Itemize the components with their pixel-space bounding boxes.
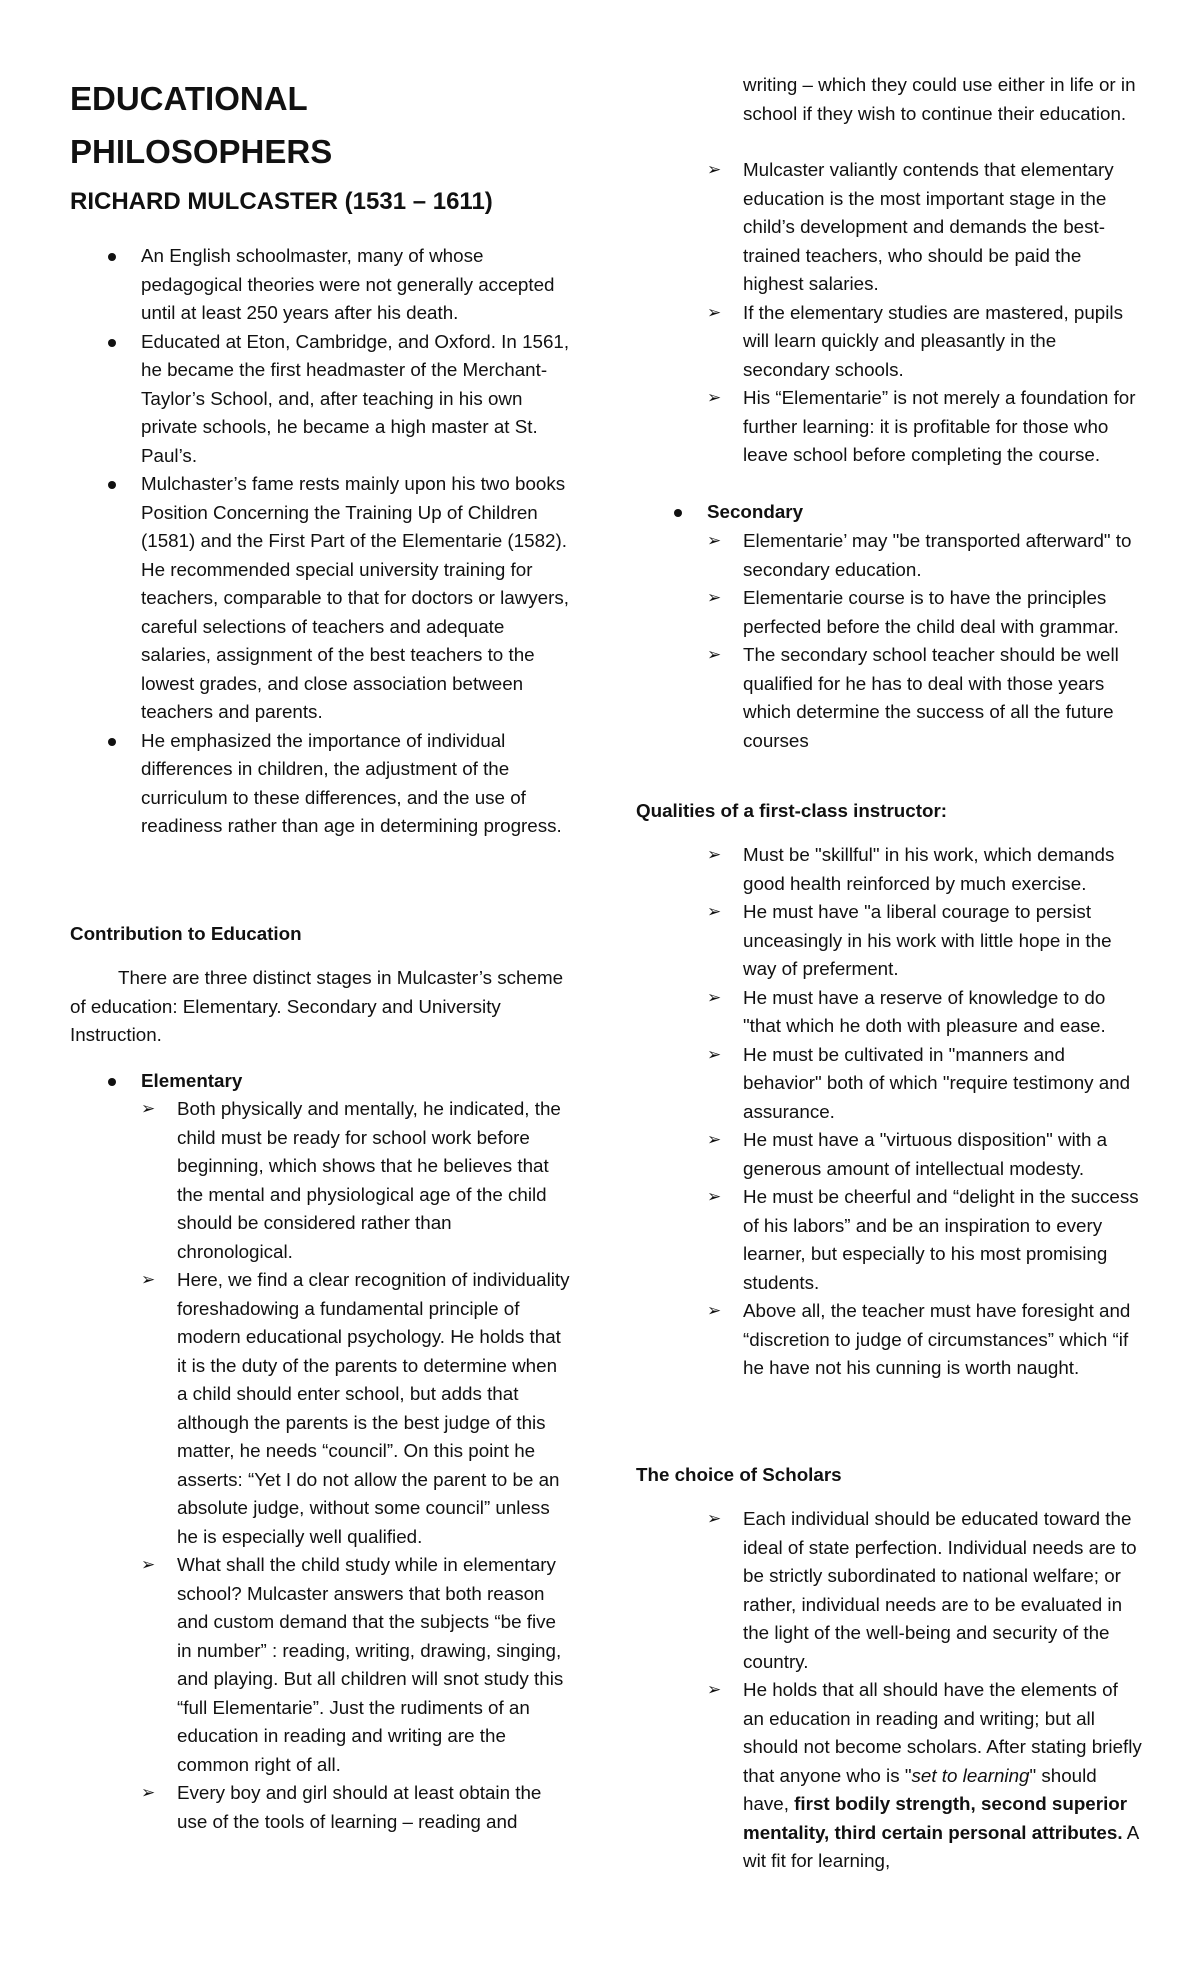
- list-item: [636, 498, 1146, 527]
- list-item: ➢ He must be cheerful and “delight in the success of his labors” and be an inspiration to every learner, but especially to his most promising students.: [707, 1183, 1143, 1297]
- list-item: ➢ Elementarie course is to have the principles perfected before the child deal with grammar.: [707, 584, 1143, 641]
- arrow-bullet-icon: ➢: [141, 1270, 156, 1289]
- contribution-heading: Contribution to Education: [70, 923, 302, 944]
- arrow-bullet-icon: ➢: [141, 1555, 156, 1574]
- elementary-continued: writing – which they could use either in life or in school if they wish to continue their education.: [743, 74, 1136, 124]
- list-item: ➢ He must have "a liberal courage to persist unceasingly in his work with little hope in the way of preferment.: [707, 898, 1143, 984]
- secondary-section: [636, 498, 1146, 527]
- list-item: ➢ He must have a "virtuous disposition" with a generous amount of intellectual modesty.: [707, 1126, 1143, 1183]
- elementary-section: [70, 1067, 570, 1096]
- bullet-icon: [108, 1078, 116, 1086]
- scholars-list: [707, 1505, 1143, 1876]
- list-item: Educated at Eton, Cambridge, and Oxford. In 1561, he became the first headmaster of the Merchant-Taylor’s School, and, after teaching in his own private schools, he became a high master at St. Paul’s.: [70, 328, 570, 471]
- list-item: ➢ Each individual should be educated toward the ideal of state perfection. Individual needs are to be strictly subordinated to national welfare; or rather, individual needs are to be evaluated in the light of the well-being and security of the country.: [707, 1505, 1143, 1676]
- bio-list: [70, 242, 570, 841]
- section-title: RICHARD MULCASTER (1531 – 1611): [70, 188, 493, 215]
- list-item: ➢ He must be cultivated in "manners and behavior" both of which "require testimony and assurance.: [707, 1041, 1143, 1127]
- list-item: ➢ Above all, the teacher must have foresight and “discretion to judge of circumstances” which “if he have not his cunning is worth naught.: [707, 1297, 1143, 1383]
- list-item: ➢ Both physically and mentally, he indicated, the child must be ready for school work before beginning, which shows that he believes that the mental and physiological age of the child should be considered rather than chronological.: [141, 1095, 571, 1266]
- arrow-bullet-icon: ➢: [707, 1301, 722, 1320]
- list-item: ➢ What shall the child study while in elementary school? Mulcaster answers that both reason and custom demand that the subjects “be five in number” : reading, writing, drawing, singing, and playing. But all children will snot study this “full Elementarie”. Just the rudiments of an education in reading and writing are the common right of all.: [141, 1551, 571, 1779]
- arrow-bullet-icon: ➢: [707, 531, 722, 550]
- list-item: ➢ If the elementary studies are mastered, pupils will learn quickly and pleasantly in the secondary schools.: [707, 299, 1143, 385]
- page-title: EDUCATIONAL PHILOSOPHERS: [70, 80, 333, 170]
- scholars-heading: The choice of Scholars: [636, 1464, 842, 1485]
- elementary-label: Elementary: [141, 1070, 243, 1091]
- list-item: ➢ He holds that all should have the elements of an education in reading and writing; but all should not become scholars. After stating briefly that anyone who is "set to learning" should have, first bodily strength, second superior mentality, third certain personal attributes. A wit fit for learning,: [707, 1676, 1143, 1876]
- arrow-bullet-icon: ➢: [707, 902, 722, 921]
- bullet-icon: [108, 738, 116, 746]
- secondary-list: [707, 527, 1143, 755]
- arrow-bullet-icon: ➢: [707, 388, 722, 407]
- arrow-bullet-icon: ➢: [141, 1783, 156, 1802]
- elementary-list-continued: [707, 156, 1143, 470]
- arrow-bullet-icon: ➢: [707, 160, 722, 179]
- arrow-bullet-icon: ➢: [141, 1099, 156, 1118]
- list-item: ➢ His “Elementarie” is not merely a foundation for further learning: it is profitable for those who leave school before completing the course.: [707, 384, 1143, 470]
- bullet-icon: [108, 481, 116, 489]
- list-item: ➢ He must have a reserve of knowledge to do "that which he doth with pleasure and ease.: [707, 984, 1143, 1041]
- secondary-label: Secondary: [707, 501, 804, 522]
- qualities-list: [707, 841, 1143, 1383]
- arrow-bullet-icon: ➢: [707, 987, 722, 1007]
- elementary-list: [141, 1095, 571, 1836]
- qualities-heading: Qualities of a first-class instructor:: [636, 800, 948, 821]
- arrow-bullet-icon: ➢: [707, 1509, 722, 1528]
- list-item: He emphasized the importance of individual differences in children, the adjustment of the curriculum to these differences, and the use of readiness rather than age in determining progress.: [70, 727, 570, 841]
- list-item: ➢ Must be "skillful" in his work, which demands good health reinforced by much exercise.: [707, 841, 1143, 898]
- bullet-icon: [108, 339, 116, 347]
- arrow-bullet-icon: ➢: [707, 1680, 722, 1699]
- list-item: [70, 1067, 570, 1096]
- list-item: An English schoolmaster, many of whose pedagogical theories were not generally accepted until at least 250 years after his death.: [70, 242, 570, 328]
- arrow-bullet-icon: ➢: [707, 588, 722, 607]
- list-item: ➢ Every boy and girl should at least obtain the use of the tools of learning – reading and: [141, 1779, 571, 1836]
- bullet-icon: [674, 509, 682, 517]
- bullet-icon: [108, 253, 116, 261]
- list-item: ➢ The secondary school teacher should be well qualified for he has to deal with those years which determine the success of all the future courses: [707, 641, 1143, 755]
- contribution-intro: There are three distinct stages in Mulcaster’s scheme of education: Elementary. Secondary and University Instruction.: [70, 967, 564, 1045]
- arrow-bullet-icon: ➢: [707, 1044, 722, 1064]
- list-item: ➢ Elementarie’ may "be transported afterward" to secondary education.: [707, 527, 1143, 584]
- list-item: ➢ Here, we find a clear recognition of individuality foreshadowing a fundamental principle of modern educational psychology. He holds that it is the duty of the parents to determine when a child should enter school, but adds that although the parents is the best judge of this matter, he needs “council”. On this point he asserts: “Yet I do not allow the parent to be an absolute judge, without some council” unless he is especially well qualified.: [141, 1266, 571, 1551]
- arrow-bullet-icon: ➢: [707, 1130, 722, 1149]
- arrow-bullet-icon: ➢: [707, 845, 722, 864]
- list-item: ➢ Mulcaster valiantly contends that elementary education is the most important stage in the child’s development and demands the best-trained teachers, who should be paid the highest salaries.: [707, 156, 1143, 299]
- arrow-bullet-icon: ➢: [707, 645, 722, 664]
- arrow-bullet-icon: ➢: [707, 302, 722, 322]
- arrow-bullet-icon: ➢: [707, 1187, 722, 1206]
- list-item: Mulchaster’s fame rests mainly upon his two books Position Concerning the Training Up of Children (1581) and the First Part of the Elementarie (1582). He recommended special university training for teachers, comparable to that for doctors or lawyers, careful selections of teachers and adequate salaries, assignment of the best teachers to the lowest grades, and close association between teachers and parents.: [70, 470, 570, 727]
